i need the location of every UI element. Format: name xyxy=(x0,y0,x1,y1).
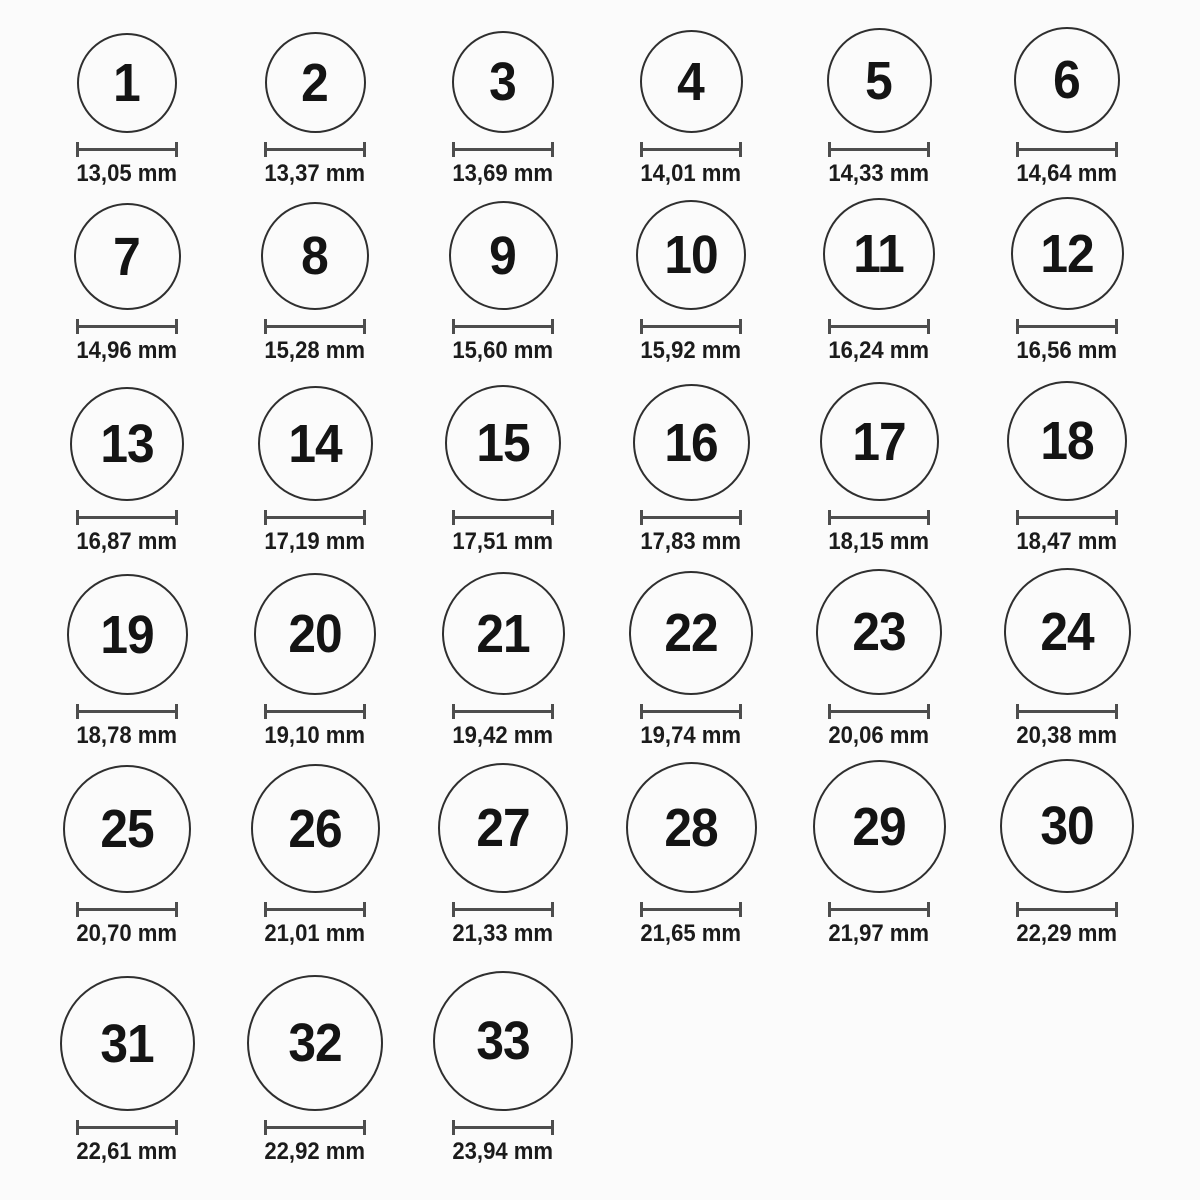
measure-endcap-right-icon xyxy=(1115,704,1118,719)
ring-size-cell xyxy=(409,201,597,363)
measure-bar xyxy=(264,1126,366,1129)
diameter-label: 18,15 mm xyxy=(828,528,930,555)
measure-endcap-right-icon xyxy=(927,319,930,334)
measure-endcap-right-icon xyxy=(551,510,554,525)
measure-endcap-right-icon xyxy=(363,1120,366,1135)
ring-size-number: 20 xyxy=(288,604,342,664)
measure-endcap-right-icon xyxy=(363,319,366,334)
ring-size-cell xyxy=(597,384,785,554)
measure-endcap-right-icon xyxy=(175,1120,178,1135)
diameter-measure-line xyxy=(1016,510,1118,525)
ring-size-cell xyxy=(785,569,973,748)
diameter-measure-line xyxy=(640,510,742,525)
ring-size-cell xyxy=(33,33,221,186)
measure-bar xyxy=(264,908,366,911)
measure-endcap-right-icon xyxy=(927,704,930,719)
ring-size-cell xyxy=(221,386,409,554)
measure-endcap-right-icon xyxy=(551,704,554,719)
measure-endcap-right-icon xyxy=(363,902,366,917)
diameter-label: 21,97 mm xyxy=(828,920,930,947)
ring-size-cell xyxy=(409,31,597,186)
diameter-measure-line xyxy=(640,902,742,917)
ring-size-cell xyxy=(221,202,409,363)
diameter-measure-line xyxy=(76,510,178,525)
ring-size-number: 30 xyxy=(1040,796,1094,856)
diameter-measure-line xyxy=(264,1120,366,1135)
ring-size-cell xyxy=(33,765,221,946)
measure-bar xyxy=(452,516,554,519)
measure-endcap-right-icon xyxy=(175,142,178,157)
diameter-label: 22,92 mm xyxy=(264,1138,366,1165)
ring-size-number: 33 xyxy=(476,1011,530,1071)
diameter-measure-line xyxy=(76,319,178,334)
ring-size-number: 19 xyxy=(100,604,154,665)
diameter-label: 20,06 mm xyxy=(828,722,930,749)
ring-size-row xyxy=(33,0,1200,186)
ring-size-number: 18 xyxy=(1040,411,1094,471)
ring-size-number: 10 xyxy=(664,225,718,285)
diameter-label: 20,70 mm xyxy=(76,920,178,947)
measure-bar xyxy=(640,710,742,713)
ring-circle xyxy=(445,385,561,501)
ring-size-cell xyxy=(221,573,409,748)
measure-endcap-right-icon xyxy=(739,510,742,525)
diameter-measure-line xyxy=(828,704,930,719)
ring-size-number: 21 xyxy=(476,603,530,664)
ring-size-cell xyxy=(597,200,785,363)
ring-size-cell xyxy=(221,764,409,946)
measure-bar xyxy=(828,710,930,713)
measure-bar xyxy=(264,516,366,519)
ring-size-cell xyxy=(597,762,785,946)
measure-bar xyxy=(452,710,554,713)
ring-size-number: 8 xyxy=(301,226,329,286)
ring-circle xyxy=(626,762,757,893)
ring-size-number: 28 xyxy=(664,797,718,858)
diameter-measure-line xyxy=(76,142,178,157)
measure-endcap-right-icon xyxy=(175,704,178,719)
measure-bar xyxy=(76,908,178,911)
diameter-label: 20,38 mm xyxy=(1016,722,1118,749)
ring-size-cell xyxy=(785,28,973,186)
diameter-measure-line xyxy=(452,510,554,525)
diameter-label: 17,51 mm xyxy=(452,528,554,555)
measure-bar xyxy=(640,516,742,519)
ring-size-row xyxy=(33,946,1200,1164)
diameter-measure-line xyxy=(1016,319,1118,334)
measure-bar xyxy=(1016,325,1118,328)
measure-bar xyxy=(452,908,554,911)
diameter-measure-line xyxy=(264,902,366,917)
ring-circle xyxy=(823,198,935,310)
diameter-label: 15,60 mm xyxy=(452,337,554,364)
measure-bar xyxy=(828,148,930,151)
measure-bar xyxy=(640,908,742,911)
measure-endcap-right-icon xyxy=(739,902,742,917)
diameter-label: 18,78 mm xyxy=(76,722,178,749)
ring-circle xyxy=(1011,197,1124,310)
ring-circle xyxy=(813,760,946,893)
ring-size-number: 4 xyxy=(677,51,705,112)
ring-size-cell xyxy=(409,385,597,554)
diameter-label: 17,83 mm xyxy=(640,528,742,555)
ring-size-cell xyxy=(973,27,1161,186)
measure-bar xyxy=(264,710,366,713)
ring-circle xyxy=(449,201,558,310)
ring-size-number: 23 xyxy=(852,602,906,662)
measure-endcap-right-icon xyxy=(1115,510,1118,525)
measure-endcap-right-icon xyxy=(363,510,366,525)
measure-endcap-right-icon xyxy=(739,704,742,719)
ring-size-cell xyxy=(409,572,597,748)
ring-size-cell xyxy=(33,574,221,748)
ring-size-cell xyxy=(33,203,221,363)
ring-circle xyxy=(1014,27,1120,133)
diameter-measure-line xyxy=(1016,704,1118,719)
diameter-label: 18,47 mm xyxy=(1016,528,1118,555)
ring-circle xyxy=(636,200,746,310)
measure-endcap-right-icon xyxy=(1115,319,1118,334)
measure-endcap-right-icon xyxy=(927,902,930,917)
ring-size-number: 12 xyxy=(1040,223,1094,284)
measure-endcap-right-icon xyxy=(927,142,930,157)
diameter-measure-line xyxy=(452,319,554,334)
ring-size-number: 15 xyxy=(476,413,530,473)
ring-size-cell xyxy=(973,197,1161,363)
ring-size-cell xyxy=(973,568,1161,748)
ring-circle xyxy=(452,31,554,133)
diameter-label: 14,96 mm xyxy=(76,337,178,364)
ring-circle xyxy=(67,574,188,695)
ring-size-cell xyxy=(785,760,973,946)
measure-bar xyxy=(76,148,178,151)
ring-size-number: 25 xyxy=(100,799,154,859)
ring-size-row xyxy=(33,554,1200,748)
ring-size-number: 14 xyxy=(288,413,342,474)
ring-size-cell xyxy=(409,763,597,946)
diameter-measure-line xyxy=(828,510,930,525)
ring-size-cell xyxy=(33,387,221,554)
measure-endcap-right-icon xyxy=(739,319,742,334)
ring-circle xyxy=(251,764,380,893)
ring-size-number: 1 xyxy=(113,53,141,113)
measure-bar xyxy=(76,516,178,519)
diameter-measure-line xyxy=(452,902,554,917)
measure-endcap-right-icon xyxy=(175,902,178,917)
ring-size-number: 9 xyxy=(489,225,517,286)
measure-endcap-right-icon xyxy=(1115,902,1118,917)
measure-bar xyxy=(76,325,178,328)
diameter-label: 22,29 mm xyxy=(1016,920,1118,947)
ring-size-cell xyxy=(409,971,597,1164)
diameter-measure-line xyxy=(76,1120,178,1135)
measure-bar xyxy=(452,148,554,151)
ring-size-cell xyxy=(973,381,1161,554)
ring-size-number: 2 xyxy=(301,52,329,113)
diameter-label: 19,74 mm xyxy=(640,722,742,749)
diameter-measure-line xyxy=(640,142,742,157)
ring-size-cell xyxy=(597,30,785,186)
measure-bar xyxy=(828,908,930,911)
measure-endcap-right-icon xyxy=(363,142,366,157)
measure-bar xyxy=(452,325,554,328)
ring-size-cell xyxy=(785,382,973,554)
diameter-measure-line xyxy=(1016,142,1118,157)
ring-size-number: 16 xyxy=(664,412,718,473)
measure-endcap-right-icon xyxy=(739,142,742,157)
ring-circle xyxy=(60,976,195,1111)
ring-size-cell xyxy=(785,198,973,363)
ring-circle xyxy=(261,202,369,310)
ring-size-number: 3 xyxy=(489,52,517,112)
ring-circle xyxy=(633,384,750,501)
ring-size-cell xyxy=(221,32,409,186)
diameter-label: 14,33 mm xyxy=(828,160,930,187)
ring-size-number: 6 xyxy=(1053,50,1081,110)
ring-size-number: 32 xyxy=(288,1013,342,1073)
diameter-label: 21,33 mm xyxy=(452,920,554,947)
ring-size-row xyxy=(33,748,1200,946)
measure-bar xyxy=(264,148,366,151)
diameter-measure-line xyxy=(640,704,742,719)
diameter-label: 21,01 mm xyxy=(264,920,366,947)
measure-endcap-right-icon xyxy=(363,704,366,719)
ring-size-row xyxy=(33,363,1200,554)
diameter-measure-line xyxy=(264,704,366,719)
ring-size-number: 7 xyxy=(113,226,141,287)
ring-circle xyxy=(827,28,932,133)
measure-bar xyxy=(1016,516,1118,519)
measure-bar xyxy=(640,325,742,328)
ring-circle xyxy=(438,763,568,893)
diameter-label: 21,65 mm xyxy=(640,920,742,947)
measure-endcap-right-icon xyxy=(1115,142,1118,157)
ring-size-number: 24 xyxy=(1040,601,1094,662)
ring-circle xyxy=(816,569,942,695)
measure-bar xyxy=(264,325,366,328)
ring-size-number: 11 xyxy=(853,224,905,284)
diameter-label: 22,61 mm xyxy=(76,1138,178,1165)
ring-circle xyxy=(640,30,743,133)
measure-bar xyxy=(640,148,742,151)
measure-endcap-right-icon xyxy=(175,510,178,525)
ring-circle xyxy=(629,571,753,695)
measure-endcap-right-icon xyxy=(551,902,554,917)
diameter-measure-line xyxy=(76,902,178,917)
diameter-measure-line xyxy=(264,510,366,525)
diameter-measure-line xyxy=(828,142,930,157)
diameter-measure-line xyxy=(828,319,930,334)
measure-bar xyxy=(76,710,178,713)
ring-size-number: 13 xyxy=(100,414,154,474)
diameter-label: 14,01 mm xyxy=(640,160,742,187)
ring-circle xyxy=(63,765,191,893)
ring-circle xyxy=(265,32,366,133)
ring-size-cell xyxy=(221,975,409,1164)
measure-endcap-right-icon xyxy=(551,142,554,157)
ring-circle xyxy=(433,971,573,1111)
diameter-measure-line xyxy=(828,902,930,917)
diameter-measure-line xyxy=(264,319,366,334)
ring-size-cell xyxy=(973,759,1161,946)
measure-bar xyxy=(452,1126,554,1129)
measure-endcap-right-icon xyxy=(927,510,930,525)
ring-size-number: 5 xyxy=(865,50,893,111)
ring-circle xyxy=(258,386,373,501)
measure-endcap-right-icon xyxy=(551,319,554,334)
measure-bar xyxy=(1016,908,1118,911)
diameter-measure-line xyxy=(640,319,742,334)
diameter-label: 16,87 mm xyxy=(76,528,178,555)
ring-circle xyxy=(77,33,177,133)
measure-bar xyxy=(828,325,930,328)
diameter-label: 15,28 mm xyxy=(264,337,366,364)
ring-size-number: 17 xyxy=(852,411,906,472)
diameter-measure-line xyxy=(452,704,554,719)
ring-size-cell xyxy=(33,976,221,1164)
ring-circle xyxy=(247,975,383,1111)
measure-bar xyxy=(1016,148,1118,151)
ring-size-row xyxy=(33,186,1200,363)
diameter-label: 13,69 mm xyxy=(452,160,554,187)
ring-size-number: 26 xyxy=(288,798,342,859)
diameter-label: 13,05 mm xyxy=(76,160,178,187)
diameter-measure-line xyxy=(1016,902,1118,917)
measure-endcap-right-icon xyxy=(175,319,178,334)
ring-circle xyxy=(1000,759,1134,893)
ring-circle xyxy=(254,573,376,695)
diameter-measure-line xyxy=(76,704,178,719)
ring-size-number: 22 xyxy=(664,603,718,663)
diameter-label: 19,10 mm xyxy=(264,722,366,749)
diameter-measure-line xyxy=(452,1120,554,1135)
ring-circle xyxy=(74,203,181,310)
diameter-measure-line xyxy=(264,142,366,157)
diameter-label: 15,92 mm xyxy=(640,337,742,364)
ring-circle xyxy=(1007,381,1127,501)
ring-circle xyxy=(820,382,939,501)
diameter-label: 19,42 mm xyxy=(452,722,554,749)
diameter-label: 14,64 mm xyxy=(1016,160,1118,187)
measure-bar xyxy=(1016,710,1118,713)
diameter-label: 23,94 mm xyxy=(452,1138,554,1165)
measure-bar xyxy=(76,1126,178,1129)
diameter-label: 16,56 mm xyxy=(1016,337,1118,364)
diameter-label: 17,19 mm xyxy=(264,528,366,555)
ring-size-number: 31 xyxy=(100,1013,154,1074)
ring-circle xyxy=(442,572,565,695)
diameter-label: 16,24 mm xyxy=(828,337,930,364)
ring-size-number: 29 xyxy=(852,796,906,857)
ring-circle xyxy=(1004,568,1131,695)
ring-size-cell xyxy=(597,571,785,748)
diameter-label: 13,37 mm xyxy=(264,160,366,187)
ring-size-number: 27 xyxy=(476,798,530,858)
diameter-measure-line xyxy=(452,142,554,157)
ring-circle xyxy=(70,387,184,501)
measure-bar xyxy=(828,516,930,519)
measure-endcap-right-icon xyxy=(551,1120,554,1135)
